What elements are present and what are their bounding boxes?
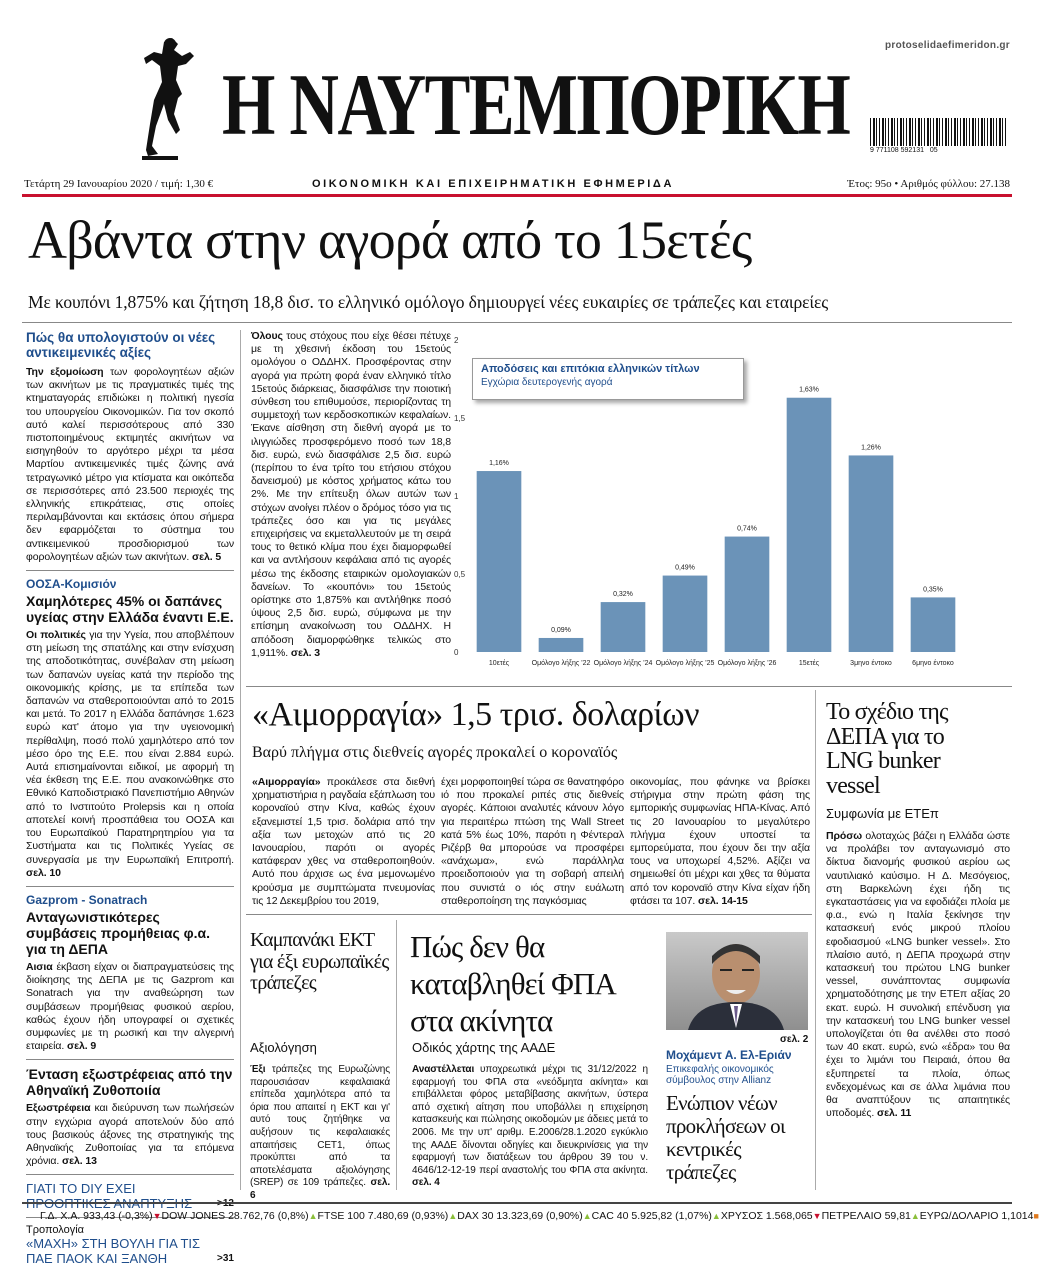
story-body bbox=[26, 1102, 234, 1168]
story-lead: «Αιμορραγία» bbox=[252, 776, 321, 788]
story-text: προκάλεσε στα διεθνή χρηματιστήρια η ραγδαία εξάπλωση του κοροναϊού στην Κίνα, καθώς έχουν εξανεμιστεί 1,5 τρισ. δολάρια από την αξία των μετοχών από τις 20 Ιανουαρίου, παρότι οι αγορές κατάφεραν χθες να σταθεροποιηθούν. Αυτό που άρχισε ως ένα μεμονωμένο κρούσμα με συμπτώματα πνευμονίας τις 12 Δεκεμβρίου του 2019, bbox=[252, 776, 435, 907]
bar bbox=[477, 471, 522, 652]
arrow-down-icon: ▼ bbox=[152, 1211, 162, 1221]
lead-body bbox=[251, 330, 451, 660]
ticker-value: 933,43 (-0,3%) bbox=[83, 1210, 153, 1222]
story-kicker: ΟΟΣΑ-Κομισιόν bbox=[26, 577, 117, 592]
story-lead: Εξωστρέφεια bbox=[26, 1102, 91, 1115]
story-text: για την Υγεία, που αποβλέπουν στη μείωση της σπατάλης και στην ενίσχυση της αποδοτικότητας, συνέβαλαν στη μείωση των δαπανών υγείας κατά την περίοδο της οικονομικής κρίσης, με τα επίπεδα των δαπανών να σταθεροποιούνται από το 2015 και μετά. Το 2017 η Ελλάδα δαπάνησε 1.623 ευρώ κατ' άτομο για την υγειονομική περίθαλψη, ποσό πολύ χαμηλότερο από τον μέσο όρο της Ε.Ε. που είναι 2.884 ευρώ. Αυτά επισημαίνονται ειδικοί, με αφορμή τη νέα έκθεση της Ε.Ε. που ανακοινώθηκε στο Εθνικό Καποδιστριακό Πανεπιστήμιο Αθηνών από το Ινστιτούτο Prolepsis και η οποία αποτελεί κοινή προσπάθεια του ΟΟΣΑ και του Ευρωπαϊκού Παρατηρητηρίου για τα Συστήματα και τις Πολιτικές Υγείας σε συνεργασία με την Ευρωπαϊκή Επιτροπή. bbox=[26, 629, 234, 866]
story-body bbox=[26, 629, 234, 880]
story-kicker: Gazprom - Sonatrach bbox=[26, 892, 148, 907]
right-deck: Συμφωνία με ΕΤΕπ bbox=[826, 806, 939, 821]
ecb-body bbox=[250, 1064, 390, 1203]
teaser-kicker: Τροπολογία bbox=[26, 1224, 85, 1237]
bar bbox=[849, 455, 894, 652]
ticker-label: ΧΡΥΣΟΣ bbox=[720, 1210, 766, 1222]
y-tick-label: 2 bbox=[454, 336, 459, 345]
ticker-item bbox=[318, 1210, 458, 1222]
site-watermark: protoselidaefimeridon.gr bbox=[885, 40, 1010, 51]
vat-body bbox=[412, 1064, 648, 1190]
right-headline: Το σχέδιο της ΔΕΠΑ για το LNG bunker vessel bbox=[826, 699, 948, 799]
story-lead: Αισια bbox=[26, 960, 53, 973]
data-label: 1,63% bbox=[799, 386, 819, 394]
ticker-item bbox=[592, 1210, 721, 1222]
second-deck: Βαρύ πλήγμα στις διεθνείς αγορές προκαλεί ο κοροναϊός bbox=[252, 744, 618, 761]
story-text: οικονομίας, που φάνηκε να βρίσκει στήριγμα στην πρώτη φάση της εμπορικής συμφωνίας ΗΠΑ-Κίνας. Από τις 20 Ιανουαρίου το μεγαλύτερο πλήγμα έχουν υποστεί τα εμπορεύματα, που έχουν δει την αξία τους να υποχωρεί 4,52%. Αξίζει να σημειωθεί ότι μέχρι και χθες τα θύματα από τον κοροναϊό στην Κίνα είχαν ήδη φτάσει τα 107. bbox=[630, 776, 810, 907]
data-label: 0,32% bbox=[613, 591, 633, 599]
ticker-item bbox=[822, 1210, 920, 1222]
teaser[interactable] bbox=[26, 1181, 234, 1211]
page-ref: σελ. 9 bbox=[67, 1040, 97, 1053]
x-tick-label: 6μηνο έντοκο bbox=[912, 660, 954, 667]
ticker-value: 1,1014 bbox=[1001, 1210, 1034, 1222]
square-icon: ■ bbox=[1033, 1211, 1039, 1221]
ticker-label: Γ.Δ. Χ.Α. bbox=[40, 1210, 84, 1222]
x-tick-label: Ομόλογο λήξης '26 bbox=[717, 660, 777, 667]
story-title: Χαμηλότερες 45% οι δαπάνες υγείας στην Ελλάδα έναντι Ε.Ε. bbox=[26, 593, 234, 626]
chart-legend-box bbox=[472, 358, 744, 400]
erian-headline: Ενώπιον νέων προκλήσεων οι κεντρικές τράπεζες bbox=[666, 1091, 785, 1184]
data-label: 0,74% bbox=[737, 525, 757, 533]
page-ref: σελ. 13 bbox=[62, 1155, 97, 1168]
story-text: και διεύρυνση των πωλήσεών στην εγχώρια αγορά αποτελούν δύο από τους βασικούς άξονες της στρατηγικής της Αθηναϊκής Ζυθοποιίας για τα επόμενα χρόνια. bbox=[26, 1102, 234, 1168]
y-tick-label: 1 bbox=[454, 492, 459, 501]
issue-number: Έτος: 95ο • Αριθμός φύλλου: 27.138 bbox=[847, 178, 1010, 190]
bar bbox=[787, 398, 832, 652]
story-title: Πώς θα υπολογιστούν οι νέες αντικειμενικές αξίες bbox=[26, 330, 216, 360]
market-ticker bbox=[40, 1210, 1039, 1222]
ticker-value: 13.323,69 (0,90%) bbox=[496, 1210, 583, 1222]
person-role: Επικεφαλής οικονομικός σύμβουλος στην Allianz bbox=[666, 1064, 774, 1086]
second-col-2 bbox=[441, 776, 624, 908]
chart-subtitle: Εγχώρια δευτερογενής αγορά bbox=[481, 377, 613, 388]
bar bbox=[911, 597, 956, 652]
ticker-label: DOW JONES bbox=[161, 1210, 229, 1222]
column-rule bbox=[240, 330, 241, 1190]
barcode-bars bbox=[870, 118, 1008, 146]
ticker-label: ΕΥΡΩ/ΔΟΛΑΡΙΟ bbox=[919, 1210, 1002, 1222]
ticker-item bbox=[40, 1210, 162, 1222]
page-ref: σελ. 4 bbox=[412, 1177, 440, 1189]
ticker-label: FTSE 100 bbox=[317, 1210, 368, 1222]
x-tick-label: 15ετές bbox=[798, 660, 820, 667]
left-column bbox=[26, 330, 234, 1266]
portrait-photo bbox=[666, 932, 808, 1030]
right-body bbox=[826, 830, 1010, 1120]
page-ref: σελ. 6 bbox=[250, 1177, 391, 1201]
story-title: Ανταγωνιστικότερες συμβάσεις προμήθειας φ.α. για τη ΔΕΠΑ bbox=[26, 908, 211, 957]
divider bbox=[22, 322, 1012, 323]
story-lead: Έξι bbox=[250, 1064, 266, 1075]
ecb-headline: Καμπανάκι ΕΚΤ για έξι ευρωπαϊκές τράπεζες bbox=[250, 929, 389, 994]
story-lead: Όλους bbox=[251, 330, 283, 342]
story-text: των φορολογητέων αξιών των ακινήτων με τις πραγματικές τιμές της κτηματαγοράς επιδιώκει η πολιτική ηγεσία του υπουργείου Οικονομικών. Για τον σκοπό αυτό καλεί περισσότερους από 330 πιστοποιημένους εκτιμητές ακινήτων να εισηγηθούν το αργότερο μέχρι τα μέσα Μαρτίου αντικειμενικές τιμές ζώνης ανά τετραγωνικό μέτρο για κτίσματα και οικόπεδα σε περισσότερες από 23.500 περιοχές της ελληνικής επικράτειας, στις οποίες περιλαμβάνονται και εκτάσεις όπου σήμερα δεν εφαρμόζεται το σύστημα του αντικειμενικού προσδιορισμού των φορολογητέων αξιών των ακινήτων. bbox=[26, 366, 234, 563]
x-tick-label: 10ετές bbox=[488, 660, 510, 667]
vat-headline: Πώς δεν θα καταβληθεί ΦΠΑ στα ακίνητα bbox=[410, 929, 615, 1038]
story-lead: Αναστέλλεται bbox=[412, 1064, 475, 1075]
column-rule bbox=[396, 920, 397, 1190]
story-lead: Την εξομοίωση bbox=[26, 366, 104, 378]
data-label: 1,16% bbox=[489, 460, 509, 468]
arrow-up-icon: ▲ bbox=[582, 1211, 592, 1221]
page-ref: σελ. 14-15 bbox=[698, 894, 748, 907]
story-lead: Οι πολιτικές bbox=[26, 629, 86, 642]
arrow-down-icon: ▼ bbox=[812, 1211, 822, 1221]
ecb-deck: Αξιολόγηση bbox=[250, 1040, 317, 1055]
arrow-up-icon: ▲ bbox=[448, 1211, 458, 1221]
data-label: 0,49% bbox=[675, 564, 695, 572]
divider bbox=[246, 686, 1012, 687]
ticker-item bbox=[920, 1210, 1039, 1222]
page-ref: σελ. 10 bbox=[26, 866, 61, 879]
story-body bbox=[26, 366, 234, 564]
arrow-up-icon: ▲ bbox=[910, 1211, 920, 1221]
y-tick-label: 0,5 bbox=[454, 570, 466, 579]
tagline: ΟΙΚΟΝΟΜΙΚΗ ΚΑΙ ΕΠΙΧΕΙΡΗΜΑΤΙΚΗ ΕΦΗΜΕΡΙΔΑ bbox=[312, 178, 674, 190]
data-label: 1,26% bbox=[861, 444, 881, 452]
ticker-label: DAX 30 bbox=[457, 1210, 497, 1222]
y-tick-label: 0 bbox=[454, 648, 459, 657]
ticker-item bbox=[721, 1210, 822, 1222]
divider bbox=[246, 914, 812, 915]
ticker-item bbox=[457, 1210, 591, 1222]
x-tick-label: 3μηνο έντοκο bbox=[850, 660, 892, 667]
lead-deck: Με κουπόνι 1,875% και ζήτηση 18,8 δισ. το ελληνικό ομόλογο δημιουργεί νέες ευκαιρίες σε τράπεζες και εταιρείες bbox=[28, 292, 829, 312]
story-text: υποχρεωτικά μέχρι τις 31/12/2022 η εφαρμογή του ΦΠΑ στα «νεόδμητα ακίνητα» και επιβάλλεται φόρος μεταβίβασης ακινήτων, ύστερα από σχετική αίτηση που υποβάλλει η επιχείρηση κατασκευής και πώλησης οικοδομών με άδειες μετά το 2006. Με την υπ' αριθμ. Ε.2006/28.1.2020 εγκύκλιο της ΑΑΔΕ δίνονται οδηγίες και διευκρινίσεις για την εφαρμογή των διατάξεων του άρθρου 39 του ν. 4646/12-12-19 περί αναστολής του ΦΠΑ στα ακίνητα. bbox=[412, 1064, 648, 1176]
x-tick-label: Ομόλογο λήξης '22 bbox=[531, 660, 591, 667]
ticker-value: 5.925,82 (1,07%) bbox=[631, 1210, 712, 1222]
masthead-title: Η ΝΑΥΤΕΜΠΟΡΙΚΗ bbox=[222, 57, 850, 154]
story-text: ολοταχώς βάζει η Ελλάδα ώστε να προλάβει τον ανταγωνισμό στο δίκτυα διανομής φυσικού αερίου ως ναυτιλιακό καύσιμο. Η Δ. Μεσόγειος, στη Βαρκελώνη έχει ήδη τις εγκαταστάσεις για να εφοδιάζει πλοία με φ.α., ενώ η Ιταλία ξεκίνησε την κατασκευή ενός μικρού πλοίου εφοδιασμού «LNG bunker vessel». Στο πλαίσιο αυτό, η ΔΕΠΑ προχωρά στην κατασκευή του πρώτου LNG bunker vessel, συνάπτοντας συμφωνία χρηματοδότησης με την ΕΤΕπ αξίας 20 εκατ. ευρώ. Η συνολική επένδυση για την κατασκευή του LNG bunker vessel υπολογίζεται ότι θα ανέλθει στο ποσό των 40 εκατ. ευρώ, ενώ «έδρα» του θα έχει το λιμάνι του Πειραιά, όπου θα εξυπηρετεί τα πλοία, όπως ενδεχομένως και σε άλλα λιμάνια που θα αναπτύξουν τις απαιτητικές υποδομές. bbox=[826, 830, 1010, 1120]
teaser-text: «ΜΑΧΗ» ΣΤΗ ΒΟΥΛΗ ΓΙΑ ΤΙΣ ΠΑΕ ΠΑΟΚ ΚΑΙ ΞΑΝΘΗ bbox=[26, 1236, 201, 1267]
column-rule bbox=[815, 690, 816, 1190]
y-tick-label: 1,5 bbox=[454, 414, 466, 423]
page-ref: >31 bbox=[217, 1253, 234, 1265]
page-ref: σελ. 3 bbox=[290, 646, 320, 659]
masthead-rule bbox=[22, 194, 1012, 197]
page-ref: σελ. 5 bbox=[192, 550, 222, 563]
bar bbox=[539, 638, 584, 652]
bar bbox=[601, 602, 646, 652]
data-label: 0,09% bbox=[551, 626, 571, 634]
chart bbox=[454, 330, 974, 672]
second-col-3 bbox=[630, 776, 810, 908]
arrow-up-icon: ▲ bbox=[308, 1211, 318, 1221]
teaser[interactable] bbox=[26, 1236, 234, 1266]
barcode-number: 9 771108 592131 05 bbox=[870, 147, 938, 154]
ticker-label: ΠΕΤΡΕΛΑΙΟ bbox=[821, 1210, 885, 1222]
ticker-value: 59,81 bbox=[884, 1210, 911, 1222]
ticker-value: 28.762,76 (0,8%) bbox=[228, 1210, 309, 1222]
bar bbox=[663, 576, 708, 652]
page-ref: σελ. 11 bbox=[877, 1107, 912, 1120]
arrow-up-icon: ▲ bbox=[711, 1211, 721, 1221]
second-headline: «Αιμορραγία» 1,5 τρισ. δολαρίων bbox=[252, 696, 699, 733]
second-col-1 bbox=[252, 776, 435, 908]
ticker-value: 7.480,69 (0,93%) bbox=[367, 1210, 449, 1222]
ticker-item bbox=[162, 1210, 318, 1222]
story-text: τράπεζες της Ευρωζώνης παρουσιάσαν κεφαλαιακά επίπεδα χαμηλότερα από τα όρια που απαιτεί η ΕΚΤ και γι' αυτό τους ζητήθηκε να αυξήσουν τις κεφαλαιακές απαιτήσεις CET1, όπως προκύπτει από τα αποτελέσματα αξιολόγησης (SREP) σε 109 τράπεζες. bbox=[250, 1064, 390, 1189]
story-title: Ένταση εξωστρέφειας από την Αθηναϊκή Ζυθοποιία bbox=[26, 1066, 233, 1099]
story-text: έχει μορφοποιηθεί τώρα σε θανατηφόρο ιό που προκαλεί ριπές στις διεθνείς αγορές. Κάποιοι αναλυτές κάνουν λόγο για περαιτέρω πτώση της Wall Street κατά 5% έως 10%, παρότι η Φέντεραλ Ριζέρβ θα μπορούσε να προσφέρει «ανάχωμα», ενώ παράλληλα προειδοποιούν για τη σοβαρή απειλή που συνιστά ο ιός στην ευάλωτη σταθεροποίηση της παγκόσμιας bbox=[441, 776, 624, 907]
date-price: Τετάρτη 29 Ιανουαρίου 2020 / τιμή: 1,30 € bbox=[24, 178, 214, 190]
lead-headline: Αβάντα στην αγορά από το 15ετές bbox=[28, 210, 752, 270]
ticker-rule bbox=[22, 1202, 1012, 1204]
chart-title: Αποδόσεις και επιτόκια ελληνικών τίτλων bbox=[481, 363, 700, 375]
x-tick-label: Ομόλογο λήξης '24 bbox=[593, 660, 653, 667]
data-label: 0,35% bbox=[923, 586, 943, 594]
person-name: Μοχάμεντ Α. Ελ-Εριάν bbox=[666, 1048, 792, 1062]
x-tick-label: Ομόλογο λήξης '25 bbox=[655, 660, 715, 667]
teaser-text: ΓΙΑΤΙ ΤΟ DIY ΕΧΕΙ bbox=[26, 1181, 136, 1197]
story-text: τους στόχους που είχε θέσει πέτυχε με τη χθεσινή έκδοση του 15ετούς ομολόγου ο ΟΔΔΗΧ. Προσφέροντας στην αγορά για πρώτη φορά έναν ελληνικό τίτλο 15ετούς διάρκειας, διασφάλισε την ποιοτική σύνθεση του επιθυμούσε, περιορίζοντας τη συμμετοχή των κερδοσκοπικών κεφαλαίων. Έκανε αίσθηση στη διεθνή αγορά με το ιλιγγιώδες προσφερόμενο ποσό των 18,8 δισ. ευρώ, ενώ διασφάλισε 2,5 δισ. ευρώ (περίπου το ένα τρίτο του ετήσιου στόχου δανεισμού) με κόστος χρήματος κάτω του 2%. Με την επίτευξη όλων αυτών των στόχων ανοίγει πλέον ο δρόμος τόσο για τις τράπεζες όσο και για τις μεγάλες επιχειρήσεις να εκμεταλλευτούν με τη σειρά τους το θετικό κλίμα που έχει διαμορφωθεί και να αντλήσουν κεφάλαια από τις αγορές μέσω της έκδοσης εταιρικών ομολογιακών δανείων. Το «κουπόνι» του 15ετούς ορίστηκε στο 1,875% και αντλήθηκε ποσό ύψους 2,5 δισ. ευρώ, σύμφωνα με την επίσημη ανακοίνωση του ΟΔΔΗΧ. Η απόδοση διαμορφώθηκε τελικώς στο 1,911%. bbox=[251, 330, 451, 659]
hermes-logo bbox=[138, 34, 200, 164]
story-body bbox=[26, 961, 234, 1053]
ticker-value: 1.568,065 bbox=[765, 1210, 813, 1222]
vat-deck: Οδικός χάρτης της ΑΑΔΕ bbox=[412, 1040, 556, 1055]
story-text: έκβαση είχαν οι διαπραγματεύσεις της διοίκησης της ΔΕΠΑ με τις Gazprom και Sonatrach για την αναθεώρηση των συμβάσεων προμήθειας φυσικού αερίου, καθώς έχουν ήδη υπογραφεί οι σχετικές συμφωνίες με τη ρωσική και την αλγερινή εταιρεία. bbox=[26, 960, 234, 1053]
ticker-label: CAC 40 bbox=[591, 1210, 632, 1222]
bar bbox=[725, 537, 770, 652]
story-lead: Πρόσω bbox=[826, 830, 863, 842]
barcode bbox=[870, 118, 1008, 154]
page-ref: σελ. 2 bbox=[780, 1034, 809, 1045]
